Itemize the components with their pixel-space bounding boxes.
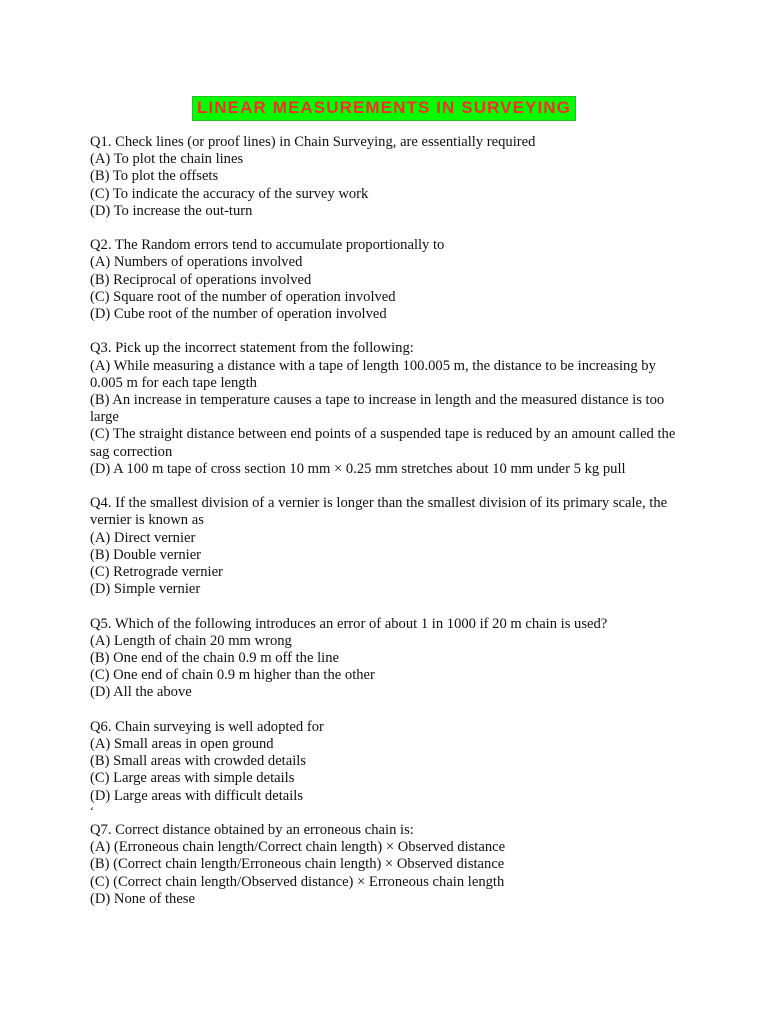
- option-b: (B) Small areas with crowded details: [90, 753, 307, 770]
- page-title: LINEAR MEASUREMENTS IN SURVEYING: [192, 96, 576, 121]
- question-list: [90, 134, 680, 925]
- option-a: (A) While measuring a distance with a tape of length 100.005 m, the distance to be increasing by 0.005 m for each tape length: [90, 357, 656, 391]
- question-6: [90, 719, 680, 805]
- question-stem: Q2. The Random errors tend to accumulate proportionally to: [90, 237, 445, 254]
- option-a: (A) Numbers of operations involved: [90, 254, 303, 271]
- title-container: [0, 96, 768, 121]
- option-a: (A) To plot the chain lines: [90, 151, 244, 168]
- option-c: (C) To indicate the accuracy of the survey work: [90, 185, 369, 202]
- question-stem: Q4. If the smallest division of a vernier is longer than the smallest division of its primary scale, the vernier is known as: [90, 495, 668, 529]
- option-c: (C) One end of chain 0.9 m higher than the other: [90, 667, 375, 684]
- option-d: (D) A 100 m tape of cross section 10 mm × 0.25 mm stretches about 10 mm under 5 kg pull: [90, 460, 626, 477]
- question-2: [90, 237, 680, 323]
- option-b: (B) Reciprocal of operations involved: [90, 271, 312, 288]
- question-7: [90, 822, 680, 908]
- option-c: (C) Square root of the number of operation involved: [90, 288, 396, 305]
- option-d: (D) To increase the out-turn: [90, 202, 253, 219]
- option-b: (B) To plot the offsets: [90, 168, 219, 185]
- option-c: (C) Retrograde vernier: [90, 564, 223, 581]
- option-d: (D) None of these: [90, 890, 195, 907]
- question-stem: Q6. Chain surveying is well adopted for: [90, 718, 324, 735]
- question-1: [90, 134, 680, 220]
- question-3: [90, 340, 680, 478]
- stray-mark: ‘: [90, 803, 94, 818]
- option-c: (C) The straight distance between end points of a suspended tape is reduced by an amount called the sag correction: [90, 426, 676, 460]
- option-a: (A) Direct vernier: [90, 529, 196, 546]
- option-d: (D) Large areas with difficult details: [90, 787, 304, 804]
- option-b: (B) (Correct chain length/Erroneous chain length) × Observed distance: [90, 856, 505, 873]
- option-b: (B) One end of the chain 0.9 m off the line: [90, 650, 339, 667]
- question-stem: Q5. Which of the following introduces an error of about 1 in 1000 if 20 m chain is used?: [90, 615, 608, 632]
- question-stem: Q7. Correct distance obtained by an erroneous chain is:: [90, 822, 414, 839]
- option-d: (D) All the above: [90, 684, 192, 701]
- option-d: (D) Simple vernier: [90, 581, 201, 598]
- option-a: (A) Small areas in open ground: [90, 736, 274, 753]
- question-4: [90, 495, 680, 598]
- option-c: (C) (Correct chain length/Observed distance) × Erroneous chain length: [90, 873, 505, 890]
- option-a: (A) Length of chain 20 mm wrong: [90, 632, 292, 649]
- question-5: [90, 616, 680, 702]
- option-d: (D) Cube root of the number of operation involved: [90, 306, 387, 323]
- question-stem: Q3. Pick up the incorrect statement from the following:: [90, 340, 414, 357]
- option-b: (B) Double vernier: [90, 546, 202, 563]
- option-c: (C) Large areas with simple details: [90, 770, 295, 787]
- option-a: (A) (Erroneous chain length/Correct chain length) × Observed distance: [90, 839, 506, 856]
- option-b: (B) An increase in temperature causes a tape to increase in length and the measured distance is too large: [90, 392, 665, 426]
- question-stem: Q1. Check lines (or proof lines) in Chain Surveying, are essentially required: [90, 134, 536, 150]
